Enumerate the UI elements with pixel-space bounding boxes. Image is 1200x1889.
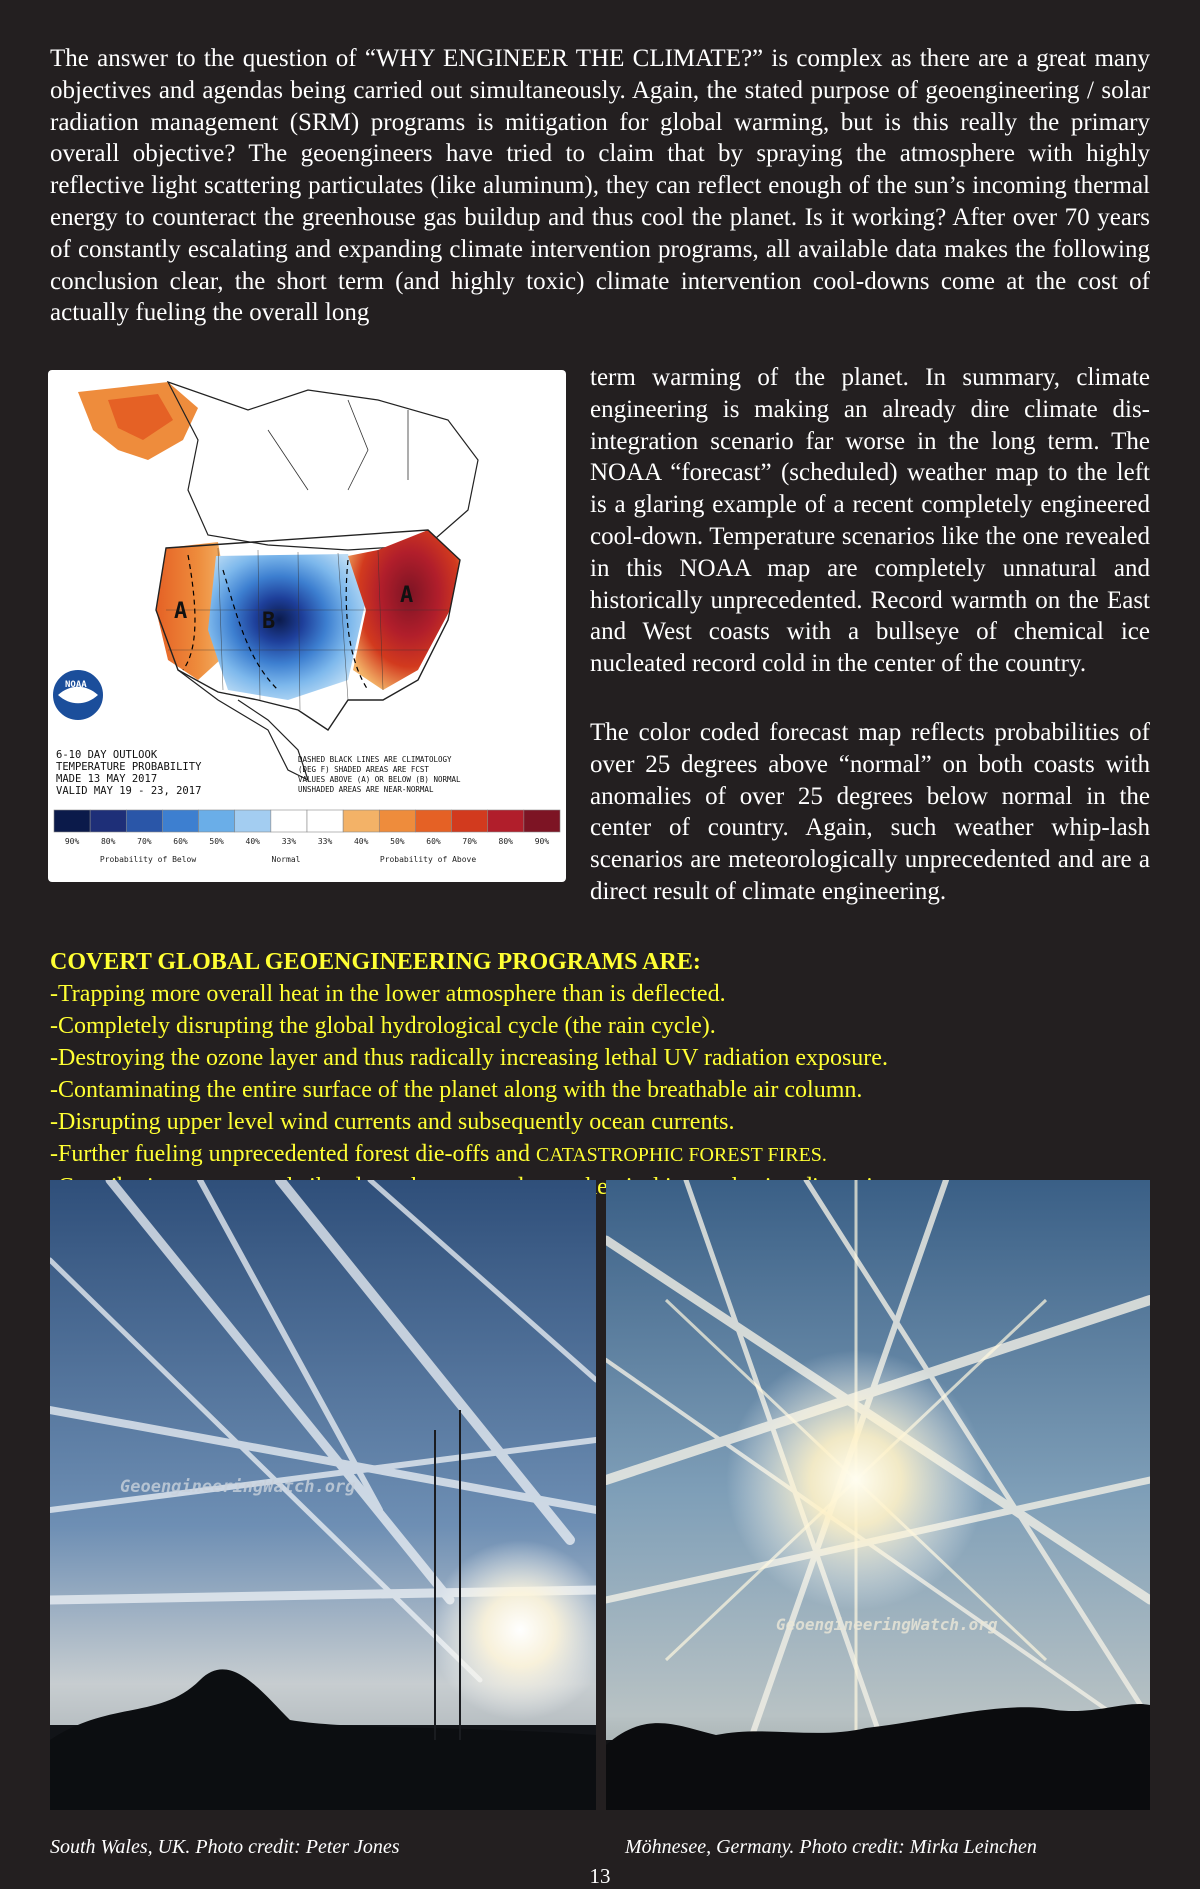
legend-tick-label: 80% (100, 837, 116, 846)
below-normal-marker: B (262, 609, 276, 634)
note-line: VALUES ABOVE (A) OR BELOW (B) NORMAL (298, 775, 461, 784)
legend-swatch (307, 810, 343, 832)
list-item-caps: CATASTROPHIC FOREST FIRES. (536, 1144, 827, 1166)
list-item: -Disrupting upper level wind currents and subsequently ocean currents. (50, 1109, 735, 1135)
geoengineering-effects-list (50, 946, 1150, 1203)
contrails-photo-south-wales (50, 1180, 596, 1810)
legend-tick-label: 33% (281, 837, 297, 846)
legend-tick-label: 60% (173, 837, 188, 846)
legend-tick-label: 70% (137, 837, 152, 846)
legend-tick-label: 80% (498, 837, 514, 846)
legend-swatch (235, 810, 271, 832)
noaa-logo (52, 669, 104, 721)
central-cold-area (208, 554, 366, 700)
map-notes-block (298, 755, 461, 794)
info-line: VALID MAY 19 - 23, 2017 (56, 785, 202, 797)
legend-swatch (415, 810, 451, 832)
legend-tick-label: 60% (426, 837, 441, 846)
legend-tick-label: 70% (462, 837, 477, 846)
legend-swatch (90, 810, 126, 832)
legend-swatch (54, 810, 90, 832)
left-photo-caption: South Wales, UK. Photo credit: Peter Jones (50, 1836, 400, 1858)
contrails-photo-mohnesee (606, 1180, 1150, 1810)
legend-labels (100, 855, 477, 864)
list-item: -Trapping more overall heat in the lower atmosphere than is deflected. (50, 981, 726, 1007)
list-item-text: -Further fueling unprecedented forest die-offs and (50, 1141, 537, 1167)
map-info-block (56, 749, 202, 797)
info-line: MADE 13 MAY 2017 (56, 773, 158, 785)
info-line: TEMPERATURE PROBABILITY (56, 761, 202, 773)
map-graphic (48, 370, 566, 882)
list-item: -Contaminating the entire surface of the planet along with the breathable air column. (50, 1077, 863, 1103)
legend-swatch (379, 810, 415, 832)
west-above-marker: A (174, 599, 188, 624)
photo-graphic (50, 1180, 596, 1810)
canada-outline (168, 382, 478, 550)
list-item (50, 1138, 1150, 1171)
legend-swatch (524, 810, 560, 832)
legend-swatch (199, 810, 235, 832)
right-photo-watermark: GeoengineeringWatch.org (776, 1615, 998, 1634)
info-line: 6-10 DAY OUTLOOK (56, 749, 158, 761)
noaa-logo-text: NOAA (65, 680, 87, 690)
canada-province-lines (268, 400, 408, 490)
list-item: -Destroying the ozone layer and thus radically increasing lethal UV radiation exposure. (50, 1045, 888, 1071)
legend-swatch (343, 810, 379, 832)
legend-normal-label: Normal (271, 855, 301, 864)
left-photo-watermark: GeoengineeringWatch.org (120, 1477, 356, 1497)
noaa-temperature-map (48, 370, 566, 882)
legend-swatch (488, 810, 524, 832)
intro-paragraph-continued: term warming of the planet. In summary, climate engineering is making an already dire climate dis-integration scenario far worse in the long term. The NOAA “forecast” (scheduled) weather map to the left is a glaring example of a recent completely engineered cool-down. Temperature scenarios like the one revealed in this NOAA map are completely unnatural and historically unprecedented. Record warmth on the East and West coasts with a bullseye of chemical ice nucleated record cold in the center of the country. (590, 364, 1150, 678)
intro-paragraph: The answer to the question of “WHY ENGINEER THE CLIMATE?” is complex as there are a great many objectives and agendas being carried out simultaneously. Again, the stated purpose of geoengineering / solar radiation management (SRM) programs is mitigation for global warming, but is this really the primary overall objective? The geoengineers have tried to claim that by spraying the atmosphere with highly reflective light scattering particulates (like aluminum), they can reflect enough of the sun’s incoming thermal energy to counteract the greenhouse gas buildup and thus cool the planet. Is it working? After over 70 years of constantly escalating and expanding climate intervention programs, all available data makes the following conclusion clear, the short term (and highly toxic) climate intervention cool-downs come at the cost of actually fueling the overall long (50, 45, 1150, 327)
legend-swatch (452, 810, 488, 832)
note-line: UNSHADED AREAS ARE NEAR-NORMAL (298, 785, 434, 794)
above-normal-marker: A (400, 583, 414, 608)
right-photo-caption: Möhnesee, Germany. Photo credit: Mirka Leinchen (625, 1836, 1037, 1858)
legend-tick-label: 40% (245, 837, 261, 846)
legend-tick-label: 40% (353, 837, 369, 846)
forecast-paragraph: The color coded forecast map reflects probabilities of over 25 degrees above “normal” on both coasts with anomalies of over 25 degrees below normal in the center of country. Again, such weather whip-lash scenarios are meteorologically unprecedented and are a direct result of climate engineering. (590, 719, 1150, 905)
legend-tick-label: 50% (390, 837, 405, 846)
legend-tick-label: 90% (534, 837, 550, 846)
legend-below-label: Probability of Below (99, 855, 197, 864)
note-line: DASHED BLACK LINES ARE CLIMATOLOGY (298, 755, 452, 764)
page-number: 13 (589, 1864, 611, 1888)
note-line: (DEG F) SHADED AREAS ARE FCST (298, 765, 429, 774)
legend-tick-label: 33% (317, 837, 333, 846)
photo-graphic (606, 1180, 1150, 1810)
legend-swatch (271, 810, 307, 832)
legend-swatch (126, 810, 162, 832)
legend-tick-label: 50% (209, 837, 224, 846)
legend-tick-label: 90% (64, 837, 80, 846)
list-heading: COVERT GLOBAL GEOENGINEERING PROGRAMS ARE: (50, 949, 701, 975)
probability-legend (54, 810, 560, 846)
list-item: -Completely disrupting the global hydrological cycle (the rain cycle). (50, 1013, 716, 1039)
legend-above-label: Probability of Above (379, 855, 477, 864)
legend-swatch (162, 810, 198, 832)
